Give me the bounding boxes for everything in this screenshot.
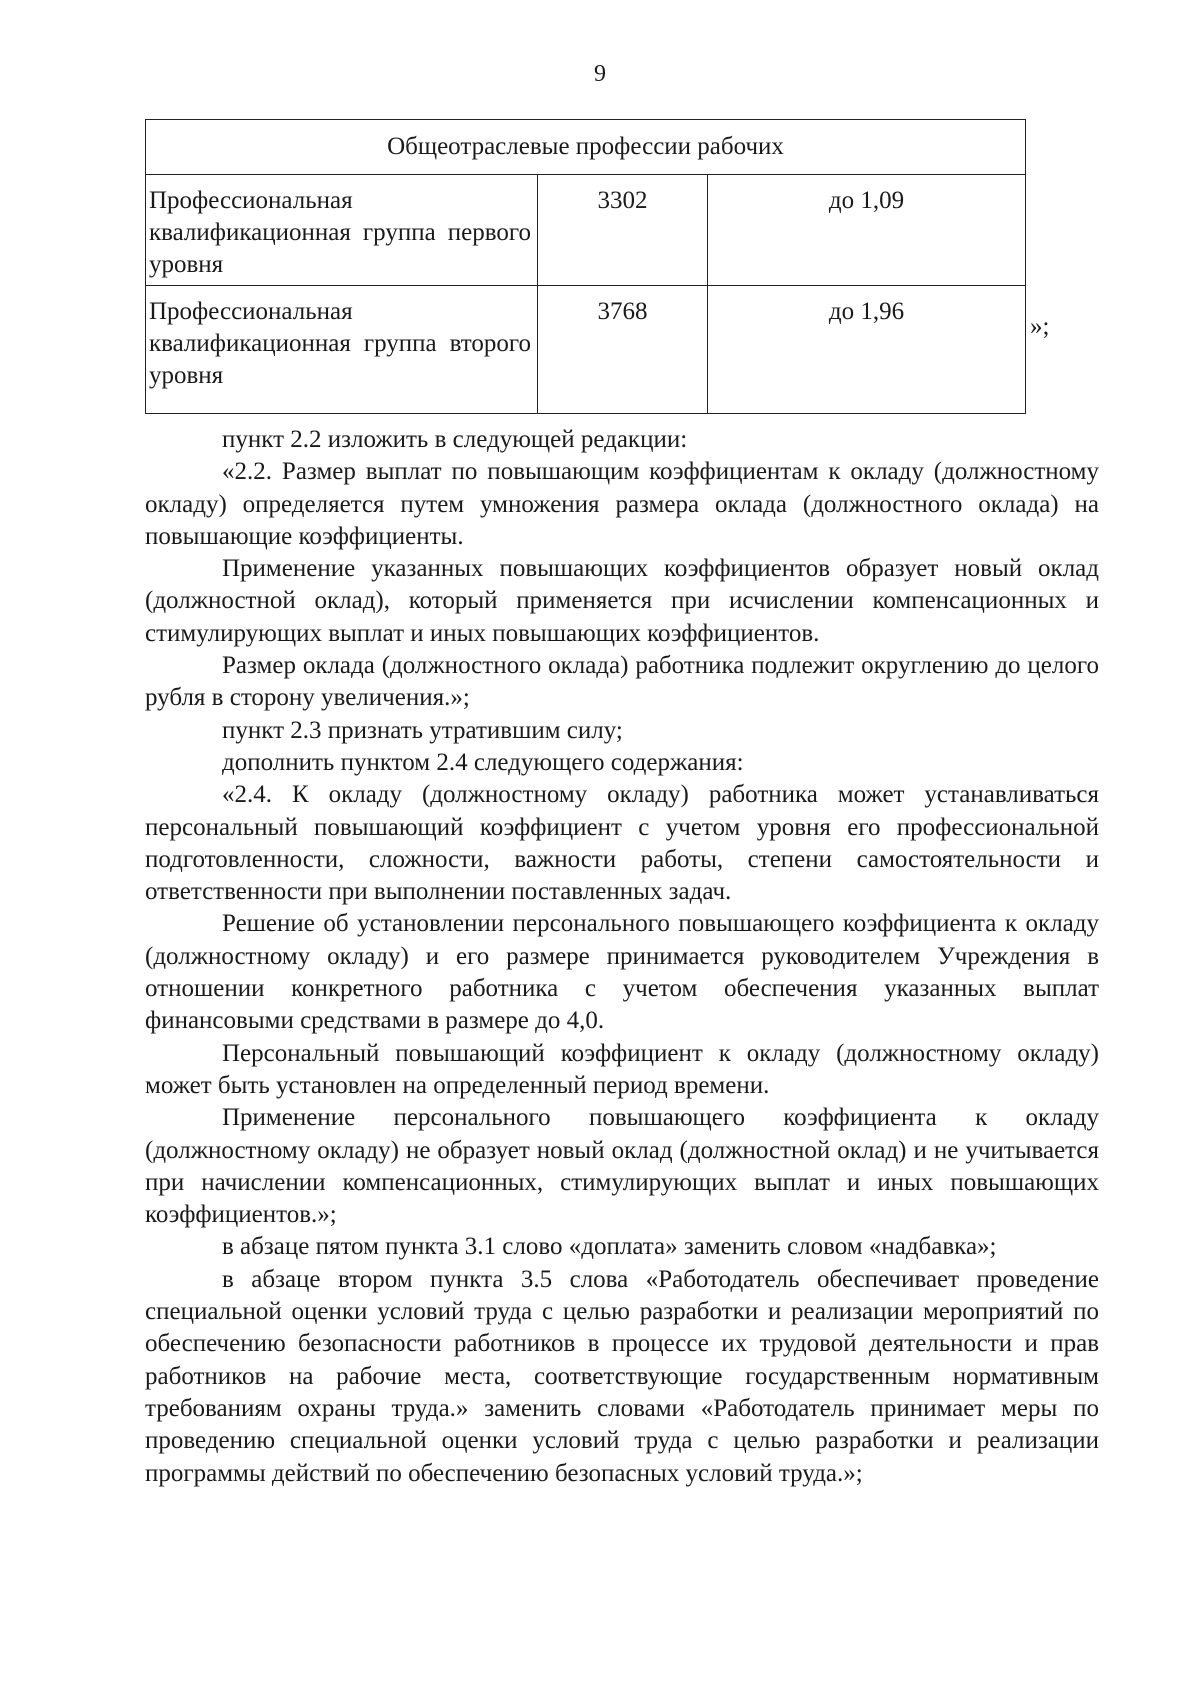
paragraph: Решение об установлении персонального повышающего коэффициента к окладу (должностному окладу) и его размере принимается руководителем Учреждения в отношении конкретного работника с учетом обеспечения указанных выплат финансовыми средствами в размере до 4,0. — [145, 910, 1099, 1035]
paragraph: в абзаце втором пункта 3.5 слова «Работодатель обеспечивает проведение специальной оценки условий труда с целью разработки и реализации мероприятий по обеспечению безопасности работников в процессе их трудовой деятельности и прав работников на рабочие места, соответствующие государственным нормативным требованиям охраны труда.» заменить словами «Работодатель принимает меры по проведению специальной оценки условий труда с целью разработки и реализации программы действий по обеспечению безопасных условий труда.»; — [145, 1265, 1099, 1487]
paragraph: Персональный повышающий коэффициент к окладу (должностному окладу) может быть установлен на определенный период времени. — [145, 1039, 1099, 1099]
coefficient-cell: до 1,09 — [708, 175, 1026, 286]
document-body — [145, 424, 1099, 1490]
paragraph: дополнить пунктом 2.4 следующего содержания: — [222, 748, 744, 776]
base-salary-cell: 3768 — [538, 286, 708, 414]
paragraph: пункт 2.3 признать утратившим силу; — [222, 716, 623, 744]
group-name-cell: Профессиональная квалификационная группа первого уровня — [146, 175, 538, 286]
qualification-groups-table — [145, 119, 1026, 414]
paragraph: Применение персонального повышающего коэффициента к окладу (должностному окладу) не образует новый оклад (должностной оклад) и не учитывается при начислении компенсационных, стимулирующих выплат и иных повышающих коэффициентов.»; — [145, 1104, 1099, 1229]
table-section-header-row — [146, 120, 1026, 175]
table-section-header: Общеотраслевые профессии рабочих — [146, 120, 1026, 175]
paragraph: в абзаце пятом пункта 3.1 слово «доплата» заменить словом «надбавка»; — [222, 1233, 997, 1261]
page-number: 9 — [594, 61, 606, 87]
table-row — [146, 286, 1026, 414]
paragraph: «2.2. Размер выплат по повышающим коэффициентам к окладу (должностному окладу) определяется путем умножения размера оклада (должностного оклада) на повышающие коэффициенты. — [145, 458, 1099, 550]
paragraph: «2.4. К окладу (должностному окладу) работника может устанавливаться персональный повышающий коэффициент с учетом уровня его профессиональной подготовленности, сложности, важности работы, степени самостоятельности и ответственности при выполнении поставленных задач. — [145, 781, 1099, 906]
base-salary-cell: 3302 — [538, 175, 708, 286]
table-closing-quote: »; — [1030, 313, 1050, 340]
table-row — [146, 175, 1026, 286]
paragraph: Размер оклада (должностного оклада) работника подлежит округлению до целого рубля в сторону увеличения.»; — [145, 652, 1099, 712]
group-name-cell: Профессиональная квалификационная группа второго уровня — [146, 286, 538, 414]
coefficient-cell: до 1,96 — [708, 286, 1026, 414]
paragraph: Применение указанных повышающих коэффициентов образует новый оклад (должностной оклад), который применяется при исчислении компенсационных и стимулирующих выплат и иных повышающих коэффициентов. — [145, 555, 1099, 647]
paragraph: пункт 2.2 изложить в следующей редакции: — [222, 426, 688, 453]
